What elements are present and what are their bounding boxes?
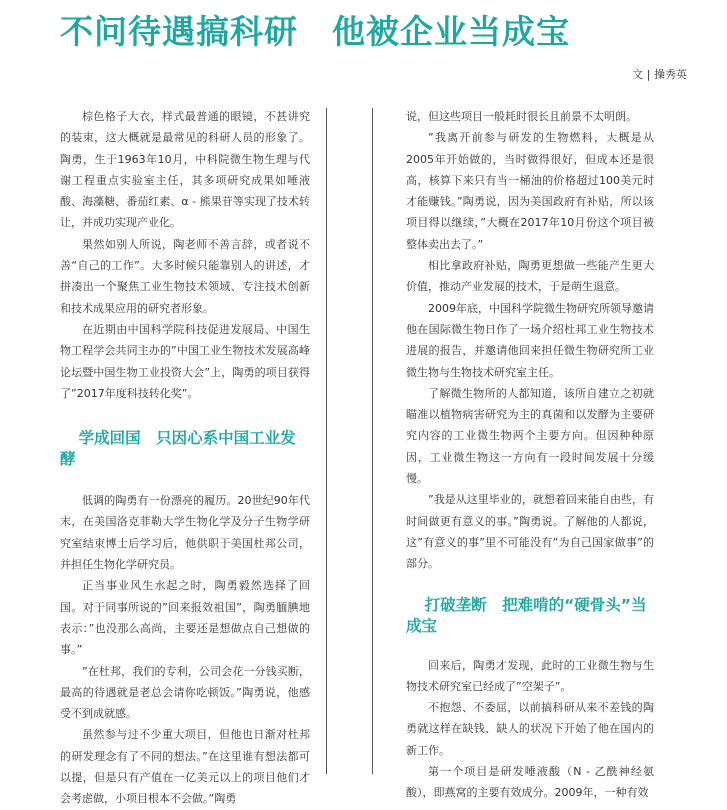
paragraph: ”我离开前参与研发的生物燃料，大概是从2005年开始做的，当时做得很好，但成本还是很高，核算下来只有当一桶油的价格超过100美元时才能赚钱。”陶勇说，因为美国政府有补贴，所以该项目得以继续，”大概在2017年10月份这个项目被整体卖出去了。” (406, 131, 654, 251)
paragraph: 第一个项目是研发唾液酸（N - 乙酰神经氨酸），即燕窝的主要有效成分。2009年，一种有效 (406, 765, 654, 800)
section-heading: 学成回国 只因心系中国工业发酵 (60, 429, 296, 469)
paragraph: 果然如别人所说，陶老师不善言辞，或者说不善“自己的工作”。大多时候只能靠别人的讲述，才拼凑出一个聚焦工业生物技术领域、专注技术创新和技术成果应用的研究者形象。 (60, 237, 310, 315)
column-divider-right (372, 108, 373, 774)
right-column (406, 106, 654, 804)
paragraph: 正当事业风生水起之时，陶勇毅然选择了回国。对于同事所说的”回来报效祖国”，陶勇腼腆地表示：”也没那么高尚，主要还是想做点自己想做的事。” (60, 579, 310, 657)
paragraph: 低调的陶勇有一份漂亮的履历。20世纪90年代末，在美国洛克菲勒大学生物化学及分子生物学研究室结束博士后学习后，他供职于美国杜邦公司，并担任生物化学研究员。 (60, 494, 310, 572)
paragraph: 相比拿政府补贴，陶勇更想做一些能产生更大价值，推动产业发展的技术，于是萌生退意。 (406, 259, 654, 294)
article-title (60, 6, 570, 53)
column-divider-left (326, 108, 327, 774)
title-part-2: 他被企业当成宝 (332, 12, 570, 51)
paragraph: ”在杜邦，我们的专利，公司会花一分钱买断，最高的待遇就是老总会请你吃顿饭。”陶勇说，他感受不到成就感。 (60, 664, 310, 721)
paragraph: 回来后，陶勇才发现，此时的工业微生物与生物技术研究室已经成了”空架子”。 (406, 658, 654, 693)
paragraph: 2009年底，中国科学院微生物研究所领导邀请他在国际微生物日作了一场介绍杜邦工业生物技术进展的报告，并邀请他回来担任微生物研究所工业微生物与生物技术研究室主任。 (406, 301, 654, 379)
paragraph: 在近期由中国科学院科技促进发展局、中国生物工程学会共同主办的”中国工业生物技术发展高峰论坛暨中国生物工业投资大会”上，陶勇的项目获得了”2017年度科技转化奖”。 (60, 322, 310, 400)
paragraph: ”我是从这里毕业的，就想着回来能自由些，有时间做更有意义的事。”陶勇说。了解他的人都说，这”有意义的事”里不可能没有”为自己国家做事”的部分。 (406, 493, 654, 571)
paragraph: 说，但这些项目一般耗时很长且前景不太明朗。 (406, 110, 637, 123)
author-byline: 文 | 操秀英 (632, 68, 687, 81)
title-part-1: 不问待遇搞科研 (60, 12, 298, 51)
paragraph: 虽然参与过不少重大项目，但他也日渐对杜邦的研发理念有了不同的想法。”在这里谁有想法都可以提，但是只有产值在一亿美元以上的项目他们才会考虑做，小项目根本不会做。”陶勇 (60, 728, 310, 806)
paragraph: 了解微生物所的人都知道，该所自建立之初就瞄准以植物病害研究为主的真菌和以发酵为主要研究内容的工业微生物两个主要方向。但因种种原因，工业微生物这一方向有一段时间发展十分缓慢。 (406, 386, 654, 486)
paragraph: 棕色格子大衣，样式最普通的眼镜，不甚讲究的装束，这大概就是最常见的科研人员的形象了。陶勇，生于1963年10月，中科院微生物生理与代谢工程重点实验室主任，其多项研究成果如唾液酸、海藻糖、番茄红素、α - 熊果苷等实现了技术转让，并成功实现产业化。 (60, 110, 310, 230)
left-column (60, 106, 310, 810)
paragraph: 不抱怨、不委屈，以前搞科研从来不差钱的陶勇就这样在缺钱、缺人的状况下开始了他在国内的新工作。 (406, 701, 654, 757)
section-heading: 打破垄断 把难啃的“硬骨头”当成宝 (406, 595, 647, 635)
